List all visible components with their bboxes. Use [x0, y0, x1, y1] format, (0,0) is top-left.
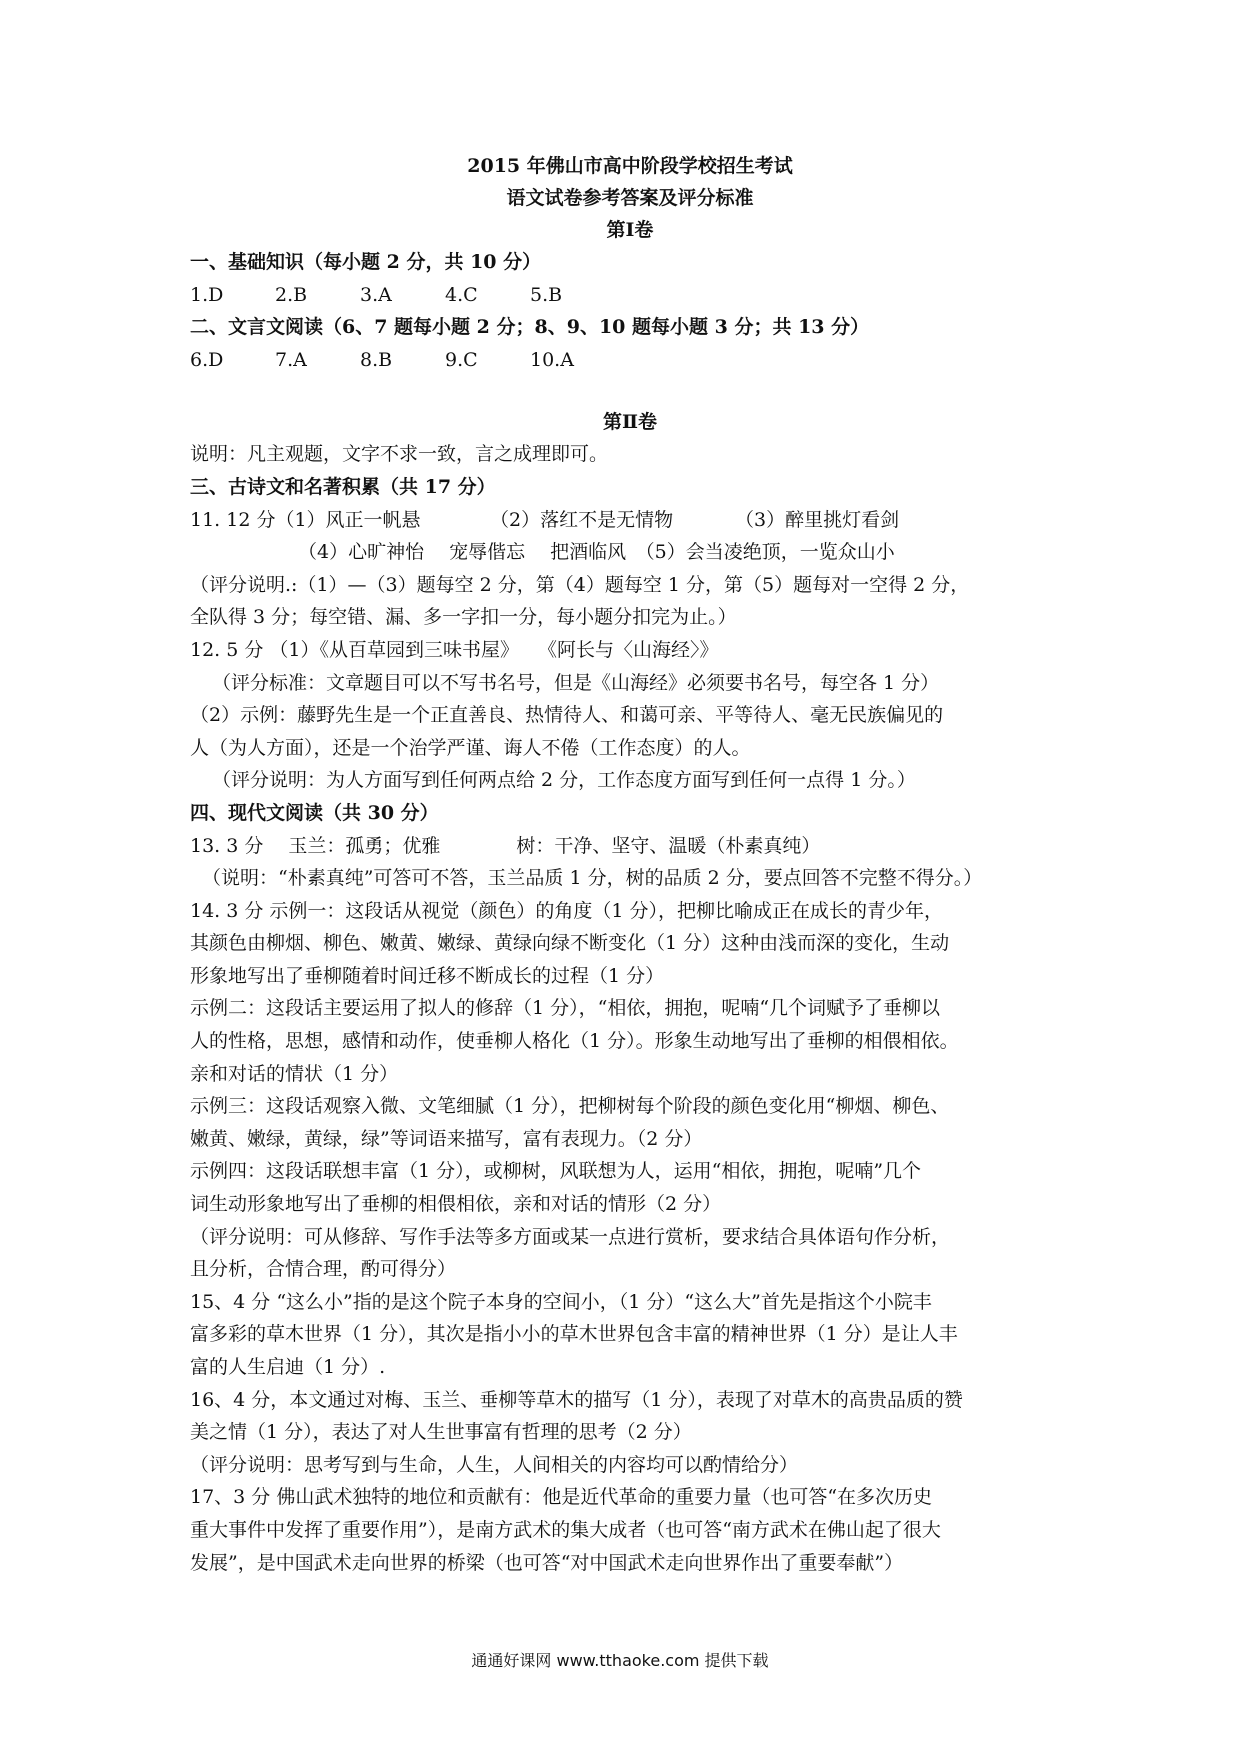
text-line: 词生动形象地写出了垂柳的相偎相依，亲和对话的情形（2 分）	[190, 1193, 722, 1216]
text-line: 富多彩的草木世界（1 分），其次是指小小的草木世界包含丰富的精神世界（1 分）是让人丰	[190, 1323, 958, 1346]
answer-2: 2.B	[275, 283, 308, 306]
section-2-answers	[190, 344, 1070, 377]
text-line: 15、4 分 “这么小”指的是这个院子本身的空间小，（1 分）“这么大”首先是指这个小院丰	[190, 1290, 932, 1313]
text-line: 14. 3 分 示例一：这段话从视觉（颜色）的角度（1 分），把柳比喻成正在成长的青少年，	[190, 899, 944, 922]
q11-line2: （4）心旷神怡 宠辱偕忘 把酒临风 （5）会当凌绝顶，一览众山小	[298, 541, 895, 564]
answer-5: 5.B	[530, 283, 563, 306]
text-line: 示例二：这段话主要运用了拟人的修辞（1 分），“相依，拥抱，呢喃“几个词赋予了垂柳以	[190, 997, 941, 1020]
q11-line1: 11. 12 分（1）风正一帆悬 （2）落红不是无情物 （3）醉里挑灯看剑	[190, 508, 900, 531]
text-line: 形象地写出了垂柳随着时间迁移不断成长的过程（1 分）	[190, 964, 665, 987]
text-line: 17、3 分 佛山武术独特的地位和贡献有：他是近代革命的重要力量（也可答“在多次历史	[190, 1486, 933, 1509]
answer-sheet	[190, 150, 1070, 1579]
exam-subtitle: 语文试卷参考答案及评分标准	[506, 187, 754, 209]
answer-7: 7.A	[275, 348, 307, 371]
section-2-heading: 二、文言文阅读（6、7 题每小题 2 分；8、9、10 题每小题 3 分；共 13 分）	[190, 316, 870, 339]
text-line: 重大事件中发挥了重要作用”），是南方武术的集大成者（也可答“南方武术在佛山起了很大	[190, 1518, 941, 1541]
section-3-heading: 三、古诗文和名著积累（共 17 分）	[190, 475, 496, 498]
text-line: 示例四：这段话联想丰富（1 分），或柳树，风联想为人，运用“相依，拥抱，呢喃”几个	[190, 1160, 922, 1183]
q11-scoring-2: 全队得 3 分；每空错、漏、多一字扣一分，每小题分扣完为止。）	[190, 606, 737, 629]
text-line: 富的人生启迪（1 分）.	[190, 1356, 386, 1378]
text-line: 16、4 分，本文通过对梅、玉兰、垂柳等草木的描写（1 分），表现了对草木的高贵品质的赞	[190, 1388, 963, 1411]
volume-2-heading: 第Ⅱ卷	[602, 411, 657, 434]
q11-scoring-1: （评分说明.:（1）—（3）题每空 2 分，第（4）题每空 1 分，第（5）题每对一空得 2 分，	[190, 573, 970, 596]
footer-source: 通通好课网 www.tthaoke.com 提供下载	[471, 1651, 769, 1670]
exam-title: 2015 年佛山市高中阶段学校招生考试	[467, 155, 793, 177]
text-line: 人的性格，思想，感情和动作，使垂柳人格化（1 分）。形象生动地写出了垂柳的相偎相依。	[190, 1030, 959, 1053]
text-line: （说明：“朴素真纯”可答可不答，玉兰品质 1 分，树的品质 2 分，要点回答不完整不得分。）	[202, 867, 983, 890]
text-line: 美之情（1 分），表达了对人生世事富有哲理的思考（2 分）	[190, 1421, 692, 1444]
answer-6: 6.D	[190, 348, 224, 371]
text-line: 发展”，是中国武术走向世界的桥梁（也可答“对中国武术走向世界作出了重要奉献”）	[190, 1551, 904, 1574]
section-1-answers	[190, 279, 1070, 312]
q12-line1: 12. 5 分 （1）《从百草园到三味书屋》 《阿长与〈山海经〉》	[190, 638, 719, 661]
answer-8: 8.B	[360, 348, 393, 371]
text-line: 其颜色由柳烟、柳色、嫩黄、嫩绿、黄绿向绿不断变化（1 分）这种由浅而深的变化，生动	[190, 932, 950, 955]
text-line: （评分说明：可从修辞、写作手法等多方面或某一点进行赏析，要求结合具体语句作分析，	[190, 1225, 951, 1248]
text-line: 嫩黄、嫩绿，黄绿，绿”等词语来描写，富有表现力。（2 分）	[190, 1127, 703, 1150]
general-note: 说明：凡主观题，文字不求一致，言之成理即可。	[190, 443, 609, 466]
q12-line2: （2）示例：藤野先生是一个正直善良、热情待人、和蔼可亲、平等待人、毫无民族偏见的	[190, 704, 944, 727]
section-1-heading: 一、基础知识（每小题 2 分，共 10 分）	[190, 251, 542, 273]
q12-scoring-1: （评分标准：文章题目可以不写书名号，但是《山海经》必须要书名号，每空各 1 分）	[212, 671, 940, 694]
answer-3: 3.A	[360, 283, 392, 306]
q12-scoring-2: （评分说明：为人方面写到任何两点给 2 分，工作态度方面写到任何一点得 1 分。）	[212, 769, 916, 792]
answer-9: 9.C	[445, 348, 478, 371]
section-4-heading: 四、现代文阅读（共 30 分）	[190, 801, 439, 824]
answer-10: 10.A	[530, 348, 574, 371]
text-line: 亲和对话的情状（1 分）	[190, 1062, 399, 1085]
text-line: 13. 3 分 玉兰：孤勇；优雅 树：干净、坚守、温暖（朴素真纯）	[190, 834, 821, 857]
answer-1: 1.D	[190, 283, 224, 306]
volume-1-heading: 第Ⅰ卷	[606, 219, 654, 241]
q12-line3: 人（为人方面），还是一个治学严谨、诲人不倦（工作态度）的人。	[190, 736, 751, 759]
text-line: 且分析，合情合理，酌可得分）	[190, 1258, 457, 1281]
answer-4: 4.C	[445, 283, 478, 306]
text-line: （评分说明：思考写到与生命，人生，人间相关的内容均可以酌情给分）	[190, 1453, 799, 1476]
text-line: 示例三：这段话观察入微、文笔细腻（1 分），把柳树每个阶段的颜色变化用“柳烟、柳色、	[190, 1095, 950, 1118]
